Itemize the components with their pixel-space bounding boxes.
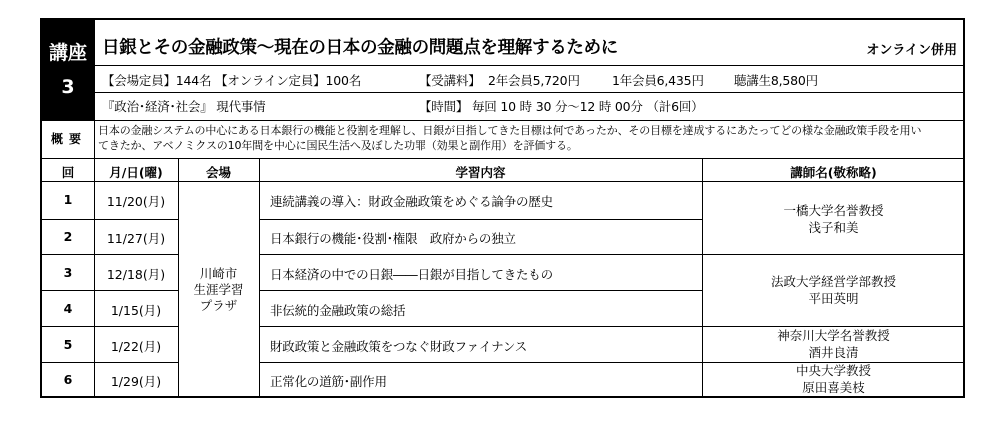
teacher-cell <box>702 327 965 361</box>
rule <box>42 158 963 159</box>
rule <box>94 65 963 66</box>
venue-line: 生涯学習 <box>193 282 244 297</box>
capacity-info: 【会場定員】144名 【オンライン定員】100名 <box>102 73 362 88</box>
teacher-name: 酒井良清 <box>808 345 859 360</box>
time-info: 【時間】 毎回 10 時 30 分～12 時 00分 （計6回） <box>419 99 704 114</box>
rule <box>42 181 963 182</box>
summary-text: 日本の金融システムの中心にある日本銀行の機能と役割を理解し、日銀が目指してきた目標は何であったか、その目標を達成するにあたってどの様な金融政策手段を用いてきたか、アベノミクスの10年間を中心に国民生活へ及ぼした功罪（効果と副作用）を評価する。 <box>98 124 922 152</box>
teacher-title: 一橋大学名誉教授 <box>783 203 884 218</box>
row-topic: 財政政策と金融政策をつなぐ財政ファイナンス <box>270 339 528 354</box>
row-number: 6 <box>63 372 73 387</box>
header-date: 月/日(曜) <box>109 165 163 180</box>
course-sheet <box>40 18 965 398</box>
row-topic: 連続講義の導入：財政金融政策をめぐる論争の歴史 <box>270 194 553 209</box>
row-date: 1/22(月) <box>110 339 162 354</box>
rule <box>42 326 178 327</box>
teacher-title: 中央大学教授 <box>795 363 871 378</box>
online-tag: オンライン併用 <box>866 43 957 58</box>
rule <box>259 254 963 255</box>
rule <box>259 219 702 220</box>
row-date: 11/27(月) <box>106 231 166 246</box>
row-number: 1 <box>63 192 73 207</box>
category-info: 『政治･経済･社会』 現代事情 <box>102 99 266 114</box>
rule <box>42 290 178 291</box>
header-venue: 会場 <box>205 165 231 180</box>
row-date: 1/15(月) <box>110 303 162 318</box>
teacher-cell <box>702 202 965 236</box>
fee-2year: 2年会員5,720円 <box>488 73 580 88</box>
row-date: 1/29(月) <box>110 374 162 389</box>
badge-number: 3 <box>61 76 75 98</box>
rule <box>42 120 963 121</box>
teacher-cell <box>702 362 965 396</box>
teacher-name: 平田英明 <box>808 291 859 306</box>
row-number: 4 <box>63 301 73 316</box>
rule <box>42 254 178 255</box>
teacher-cell <box>702 273 965 307</box>
teacher-name: 浅子和美 <box>808 220 859 235</box>
summary-label: 概要 <box>51 132 88 146</box>
rule <box>94 92 963 93</box>
row-topic: 非伝統的金融政策の総括 <box>270 303 406 318</box>
teacher-title: 法政大学経営学部教授 <box>770 274 896 289</box>
row-topic: 日本銀行の機能･役割･権限 政府からの独立 <box>270 231 516 246</box>
row-topic: 日本経済の中での日銀――日銀が目指してきたもの <box>270 267 553 282</box>
badge-label: 講座 <box>48 42 87 64</box>
fee-audit: 聴講生8,580円 <box>734 73 818 88</box>
header-content: 学習内容 <box>455 165 506 180</box>
venue-line: 川崎市 <box>199 266 238 281</box>
row-number: 3 <box>63 265 73 280</box>
rule <box>42 219 178 220</box>
rule <box>259 290 702 291</box>
course-title: 日銀とその金融政策～現在の日本の金融の問題点を理解するために <box>102 38 618 58</box>
rule <box>42 362 178 363</box>
row-topic: 正常化の道筋･副作用 <box>270 374 387 389</box>
header-teacher: 講師名(敬称略) <box>790 165 877 180</box>
col-divider <box>259 158 260 396</box>
teacher-title: 神奈川大学名誉教授 <box>777 328 890 343</box>
venue-line: プラザ <box>199 298 238 313</box>
fee-1year: 1年会員6,435円 <box>612 73 704 88</box>
course-badge <box>42 20 94 120</box>
row-date: 11/20(月) <box>106 194 166 209</box>
header-num: 回 <box>61 165 75 180</box>
fee-label: 【受講料】 <box>419 73 481 88</box>
teacher-name: 原田喜美枝 <box>802 380 865 395</box>
venue-cell <box>178 266 259 314</box>
row-date: 12/18(月) <box>106 267 166 282</box>
badge-divider <box>94 20 95 120</box>
summary-divider <box>94 120 95 158</box>
row-number: 5 <box>63 337 73 352</box>
row-number: 2 <box>63 229 73 244</box>
